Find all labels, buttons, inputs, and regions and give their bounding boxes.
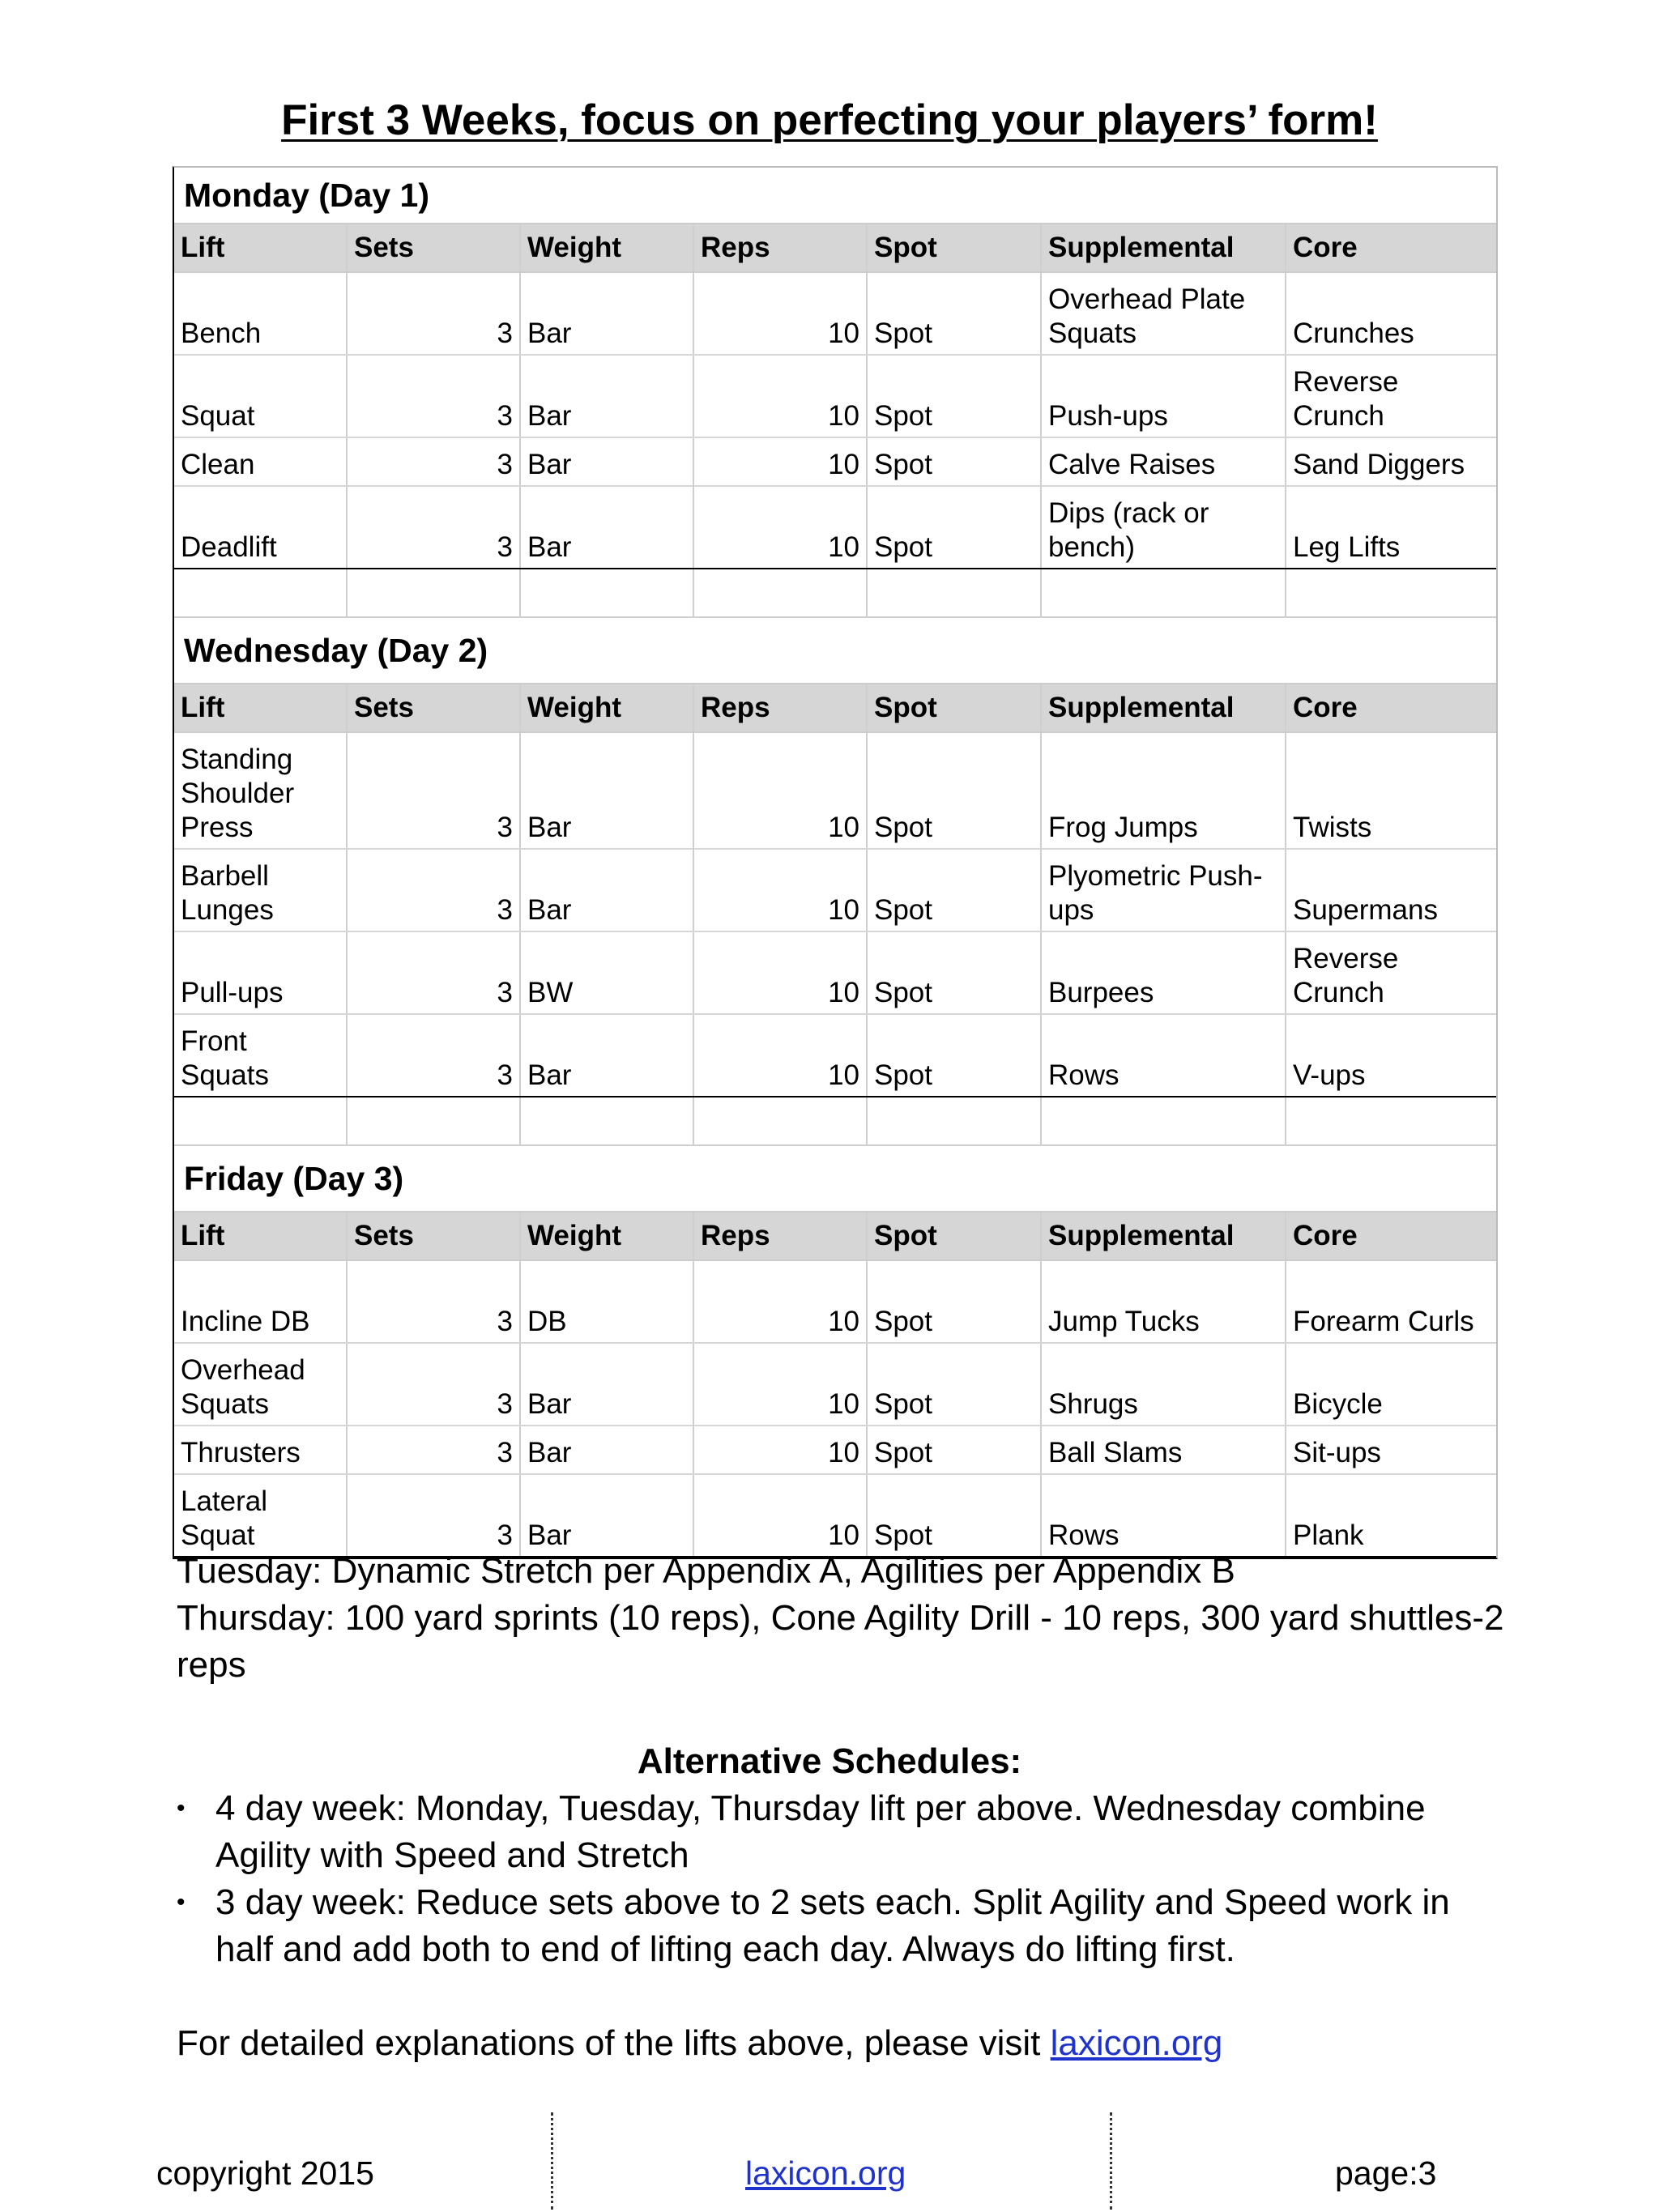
table-cell: 10 bbox=[694, 1015, 868, 1096]
table-cell: Clean bbox=[174, 438, 348, 485]
list-item-text: 4 day week: Monday, Tuesday, Thursday lift per above. Wednesday combine Agility with Speed and Stretch bbox=[215, 1788, 1426, 1875]
column-header: Spot bbox=[868, 1213, 1042, 1259]
spacer-row bbox=[174, 1097, 1496, 1146]
table-cell: Bar bbox=[521, 273, 694, 354]
table-cell: Burpees bbox=[1042, 932, 1286, 1013]
table-row bbox=[174, 273, 1496, 356]
table-cell: 3 bbox=[348, 273, 521, 354]
table-cell: Rows bbox=[1042, 1015, 1286, 1096]
table-cell: 3 bbox=[348, 1475, 521, 1556]
table-cell: 10 bbox=[694, 438, 868, 485]
table-cell: Standing Shoulder Press bbox=[174, 733, 348, 848]
workout-table bbox=[173, 166, 1498, 1559]
list-item-text: 3 day week: Reduce sets above to 2 sets each. Split Agility and Speed work in half and add both to end of lifting each day. Always do lifting first. bbox=[215, 1882, 1450, 1969]
column-header: Reps bbox=[694, 1213, 868, 1259]
column-header-row bbox=[174, 224, 1496, 273]
table-cell: Bar bbox=[521, 1344, 694, 1425]
table-cell: V-ups bbox=[1293, 1059, 1366, 1091]
table-cell: 10 bbox=[694, 1426, 868, 1473]
table-cell: Sit-ups bbox=[1293, 1437, 1381, 1468]
table-cell: Frog Jumps bbox=[1042, 733, 1286, 848]
list-item bbox=[177, 1879, 1505, 1973]
table-cell: Overhead Plate Squats bbox=[1042, 273, 1286, 354]
table-cell: Bar bbox=[521, 1015, 694, 1096]
table-cell: 10 bbox=[694, 273, 868, 354]
table-cell: Spot bbox=[868, 1475, 1042, 1556]
table-cell: Forearm Curls bbox=[1293, 1306, 1474, 1337]
column-header: Sets bbox=[348, 224, 521, 271]
table-cell: Spot bbox=[868, 850, 1042, 931]
column-header: Spot bbox=[868, 224, 1042, 271]
table-cell: Rows bbox=[1042, 1475, 1286, 1556]
table-cell: Pull-ups bbox=[174, 932, 348, 1013]
column-header: Sets bbox=[348, 684, 521, 731]
table-cell: Spot bbox=[868, 438, 1042, 485]
table-cell: 3 bbox=[348, 1344, 521, 1425]
table-cell: 3 bbox=[348, 1015, 521, 1096]
table-cell: 3 bbox=[348, 1261, 521, 1342]
table-cell: 10 bbox=[694, 1475, 868, 1556]
table-cell: Plyometric Push-ups bbox=[1042, 850, 1286, 931]
table-row bbox=[174, 850, 1496, 932]
empty-cell bbox=[1286, 569, 1496, 616]
table-cell: 3 bbox=[348, 850, 521, 931]
thursday-note: Thursday: 100 yard sprints (10 reps), Cone Agility Drill - 10 reps, 300 yard shuttles-2 reps bbox=[177, 1598, 1504, 1685]
table-cell: Bar bbox=[521, 1475, 694, 1556]
table-cell: Bar bbox=[521, 733, 694, 848]
alternative-schedules-list bbox=[177, 1785, 1505, 1973]
table-cell: Front Squats bbox=[174, 1015, 348, 1096]
table-row bbox=[174, 1015, 1496, 1097]
page-number: page:3 bbox=[1335, 2154, 1437, 2192]
table-cell: Spot bbox=[868, 273, 1042, 354]
day-title: Monday (Day 1) bbox=[174, 168, 1496, 224]
table-cell: 3 bbox=[348, 1426, 521, 1473]
table-cell: Bar bbox=[521, 438, 694, 485]
table-cell: Spot bbox=[868, 733, 1042, 848]
table-cell: Spot bbox=[868, 1261, 1042, 1342]
table-row bbox=[174, 733, 1496, 850]
column-header: Core bbox=[1293, 692, 1358, 723]
table-row bbox=[174, 438, 1496, 487]
table-cell: Supermans bbox=[1293, 894, 1438, 926]
table-cell: Bar bbox=[521, 1426, 694, 1473]
table-row bbox=[174, 1426, 1496, 1475]
table-cell: 3 bbox=[348, 932, 521, 1013]
table-cell: Reverse Crunch bbox=[1293, 943, 1399, 1008]
column-header-row bbox=[174, 1213, 1496, 1261]
bullet-icon: • bbox=[177, 1795, 186, 1822]
table-cell: BW bbox=[521, 932, 694, 1013]
table-cell: 10 bbox=[694, 1261, 868, 1342]
table-cell: Crunches bbox=[1293, 318, 1414, 349]
table-cell: Spot bbox=[868, 1344, 1042, 1425]
empty-cell bbox=[174, 1097, 348, 1144]
column-header: Weight bbox=[521, 684, 694, 731]
bullet-icon: • bbox=[177, 1889, 186, 1916]
column-header: Core bbox=[1293, 232, 1358, 263]
column-header: Lift bbox=[174, 684, 348, 731]
column-header: Weight bbox=[521, 224, 694, 271]
table-cell: Reverse Crunch bbox=[1293, 366, 1399, 432]
footer-divider bbox=[1110, 2112, 1112, 2210]
visit-link[interactable]: laxicon.org bbox=[1050, 2023, 1223, 2063]
footer-divider bbox=[551, 2112, 553, 2210]
tuesday-note: Tuesday: Dynamic Stretch per Appendix A, Agilities per Appendix B bbox=[177, 1551, 1235, 1591]
table-cell: Calve Raises bbox=[1042, 438, 1286, 485]
table-cell: Sand Diggers bbox=[1293, 449, 1465, 480]
table-row bbox=[174, 932, 1496, 1015]
table-cell: Spot bbox=[868, 487, 1042, 568]
empty-cell bbox=[694, 569, 868, 616]
empty-cell bbox=[1042, 569, 1286, 616]
table-cell: Twists bbox=[1293, 812, 1372, 843]
footer bbox=[0, 2112, 1659, 2210]
table-cell: Spot bbox=[868, 356, 1042, 437]
column-header: Weight bbox=[521, 1213, 694, 1259]
alternative-schedules-heading: Alternative Schedules: bbox=[637, 1741, 1022, 1781]
table-cell: Plank bbox=[1293, 1519, 1364, 1551]
column-header: Spot bbox=[868, 684, 1042, 731]
table-cell: Bicycle bbox=[1293, 1388, 1383, 1420]
day-title: Wednesday (Day 2) bbox=[174, 618, 1496, 684]
column-header: Lift bbox=[174, 1213, 348, 1259]
table-cell: Bar bbox=[521, 850, 694, 931]
table-cell: Lateral Squat bbox=[174, 1475, 348, 1556]
table-row bbox=[174, 356, 1496, 438]
table-row bbox=[174, 1261, 1496, 1344]
weekday-notes bbox=[177, 1548, 1505, 1689]
table-cell: Leg Lifts bbox=[1293, 531, 1401, 563]
empty-cell bbox=[348, 1097, 521, 1144]
empty-cell bbox=[1042, 1097, 1286, 1144]
table-cell: 3 bbox=[348, 487, 521, 568]
column-header: Supplemental bbox=[1042, 224, 1286, 271]
table-cell: Push-ups bbox=[1042, 356, 1286, 437]
table-cell: Overhead Squats bbox=[174, 1344, 348, 1425]
column-header: Core bbox=[1293, 1220, 1358, 1251]
table-cell: Deadlift bbox=[174, 487, 348, 568]
table-cell: 10 bbox=[694, 1344, 868, 1425]
table-row bbox=[174, 487, 1496, 569]
page-title: First 3 Weeks, focus on perfecting your players’ form! bbox=[281, 96, 1378, 144]
table-cell: 10 bbox=[694, 356, 868, 437]
spacer-row bbox=[174, 569, 1496, 618]
table-cell: Shrugs bbox=[1042, 1344, 1286, 1425]
empty-cell bbox=[174, 569, 348, 616]
table-cell: Incline DB bbox=[174, 1261, 348, 1342]
table-cell: 10 bbox=[694, 487, 868, 568]
empty-cell bbox=[521, 1097, 694, 1144]
column-header: Reps bbox=[694, 684, 868, 731]
table-row bbox=[174, 1344, 1496, 1426]
table-cell: Bar bbox=[521, 487, 694, 568]
column-header-row bbox=[174, 684, 1496, 733]
empty-cell bbox=[521, 569, 694, 616]
table-cell: Spot bbox=[868, 932, 1042, 1013]
table-cell: Dips (rack or bench) bbox=[1042, 487, 1286, 568]
empty-cell bbox=[694, 1097, 868, 1144]
visit-text: For detailed explanations of the lifts above, please visit bbox=[177, 2023, 1051, 2063]
table-cell: Barbell Lunges bbox=[174, 850, 348, 931]
table-cell: 10 bbox=[694, 733, 868, 848]
table-cell: Bench bbox=[174, 273, 348, 354]
table-cell: DB bbox=[521, 1261, 694, 1342]
table-cell: Spot bbox=[868, 1426, 1042, 1473]
table-cell: 10 bbox=[694, 850, 868, 931]
column-header: Reps bbox=[694, 224, 868, 271]
table-cell: 10 bbox=[694, 932, 868, 1013]
day-title: Friday (Day 3) bbox=[174, 1146, 1496, 1213]
column-header: Sets bbox=[348, 1213, 521, 1259]
table-cell: 3 bbox=[348, 733, 521, 848]
empty-cell bbox=[868, 1097, 1042, 1144]
table-cell: 3 bbox=[348, 438, 521, 485]
table-cell: Squat bbox=[174, 356, 348, 437]
empty-cell bbox=[1286, 1097, 1496, 1144]
empty-cell bbox=[868, 569, 1042, 616]
table-cell: Bar bbox=[521, 356, 694, 437]
empty-cell bbox=[348, 569, 521, 616]
footer-link[interactable]: laxicon.org bbox=[745, 2154, 906, 2192]
table-cell: Jump Tucks bbox=[1042, 1261, 1286, 1342]
visit-line bbox=[177, 2020, 1554, 2067]
table-cell: Ball Slams bbox=[1042, 1426, 1286, 1473]
copyright-text: copyright 2015 bbox=[156, 2154, 374, 2192]
table-cell: Thrusters bbox=[174, 1426, 348, 1473]
column-header: Lift bbox=[174, 224, 348, 271]
table-cell: 3 bbox=[348, 356, 521, 437]
table-cell: Spot bbox=[868, 1015, 1042, 1096]
column-header: Supplemental bbox=[1042, 684, 1286, 731]
column-header: Supplemental bbox=[1042, 1213, 1286, 1259]
list-item bbox=[177, 1785, 1505, 1879]
table-row bbox=[174, 1475, 1496, 1558]
